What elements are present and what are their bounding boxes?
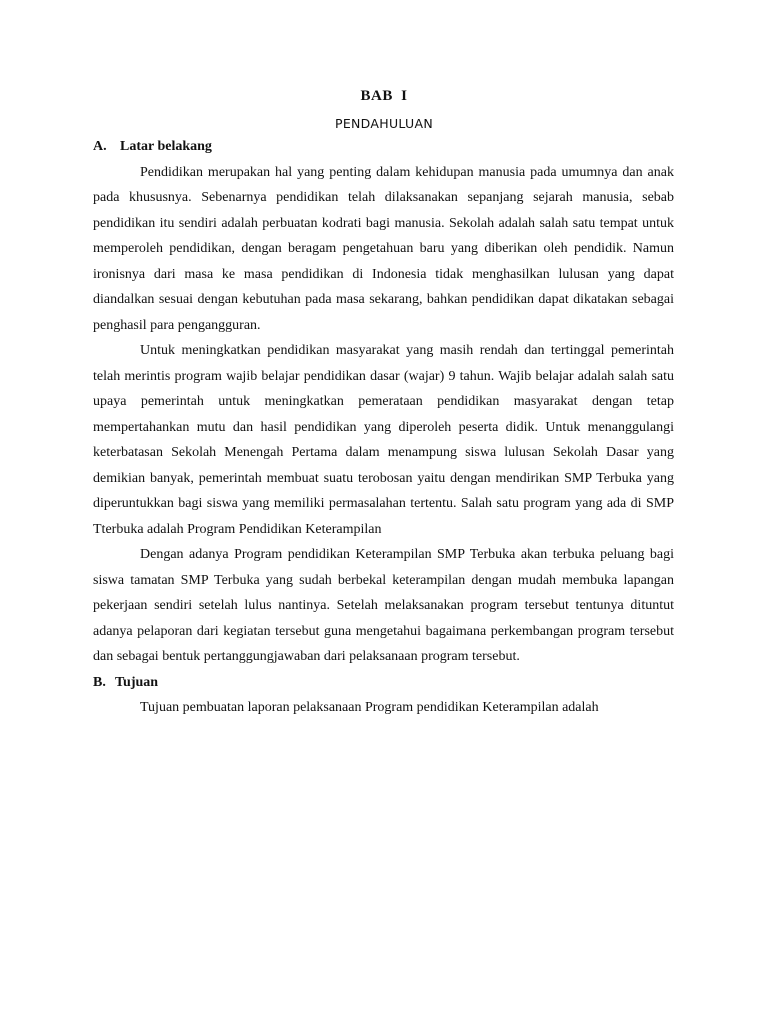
section-title: Tujuan <box>115 674 159 690</box>
section-latar-belakang <box>93 134 674 670</box>
section-tujuan <box>93 670 674 721</box>
section-heading <box>93 670 674 696</box>
section-number: B. <box>93 674 106 690</box>
chapter-title: BAB I <box>360 88 408 104</box>
paragraph: Tujuan pembuatan laporan pelaksanaan Program pendidikan Keterampilan adalah <box>140 700 599 715</box>
chapter-subtitle: PENDAHULUAN <box>335 116 433 131</box>
paragraph: Pendidikan merupakan hal yang penting dalam kehidupan manusia pada umumnya dan anak pada khususnya. Sebenarnya pendidikan telah dilaksanakan sepanjang sejarah manusia, sebab pendidikan itu sendiri adalah perbuatan kodrati bagi manusia. Sekolah adalah salah satu tempat untuk memperoleh pendidikan, dengan beragam pengetahuan baru yang diberikan oleh pendidik. Namun ironisnya dari masa ke masa pendidikan di Indonesia tidak menghasilkan lulusan yang dapat diandalkan sesuai dengan kebutuhan pada masa sekarang, bahkan pendidikan dapat dikatakan sebagai penghasil para pengangguran. <box>93 164 674 333</box>
paragraph: Untuk meningkatkan pendidikan masyarakat yang masih rendah dan tertinggal pemerintah telah merintis program wajib belajar pendidikan dasar (wajar) 9 tahun. Wajib belajar adalah salah satu upaya pemerintah untuk meningkatkan pemerataan pendidikan masyarakat dengan tetap mempertahankan mutu dan hasil pendidikan yang diperoleh peserta didik. Untuk menanggulangi keterbatasan Sekolah Menengah Pertama dalam menampung siswa lulusan Sekolah Dasar yang demikian banyak, pemerintah membuat suatu terobosan yaitu dengan mendirikan SMP Terbuka yang diperuntukkan bagi siswa yang memiliki permasalahan tertentu. Salah satu program yang ada di SMP Tterbuka adalah Program Pendidikan Keterampilan <box>93 343 674 537</box>
document-body <box>93 134 674 721</box>
section-number: A. <box>93 139 107 154</box>
paragraph: Dengan adanya Program pendidikan Keterampilan SMP Terbuka akan terbuka peluang bagi siswa tamatan SMP Terbuka yang sudah berbekal keterampilan dengan mudah membuka lapangan pekerjaan sendiri setelah lulus nantinya. Setelah melaksanakan program tersebut tentunya dituntut adanya pelaporan dari kegiatan tersebut guna mengetahui bagaimana perkembangan program tersebut dan sebagai bentuk pertanggungjawaban dari pelaksanaan program tersebut. <box>93 547 674 664</box>
section-heading <box>93 134 674 160</box>
section-title: Latar belakang <box>120 139 212 154</box>
